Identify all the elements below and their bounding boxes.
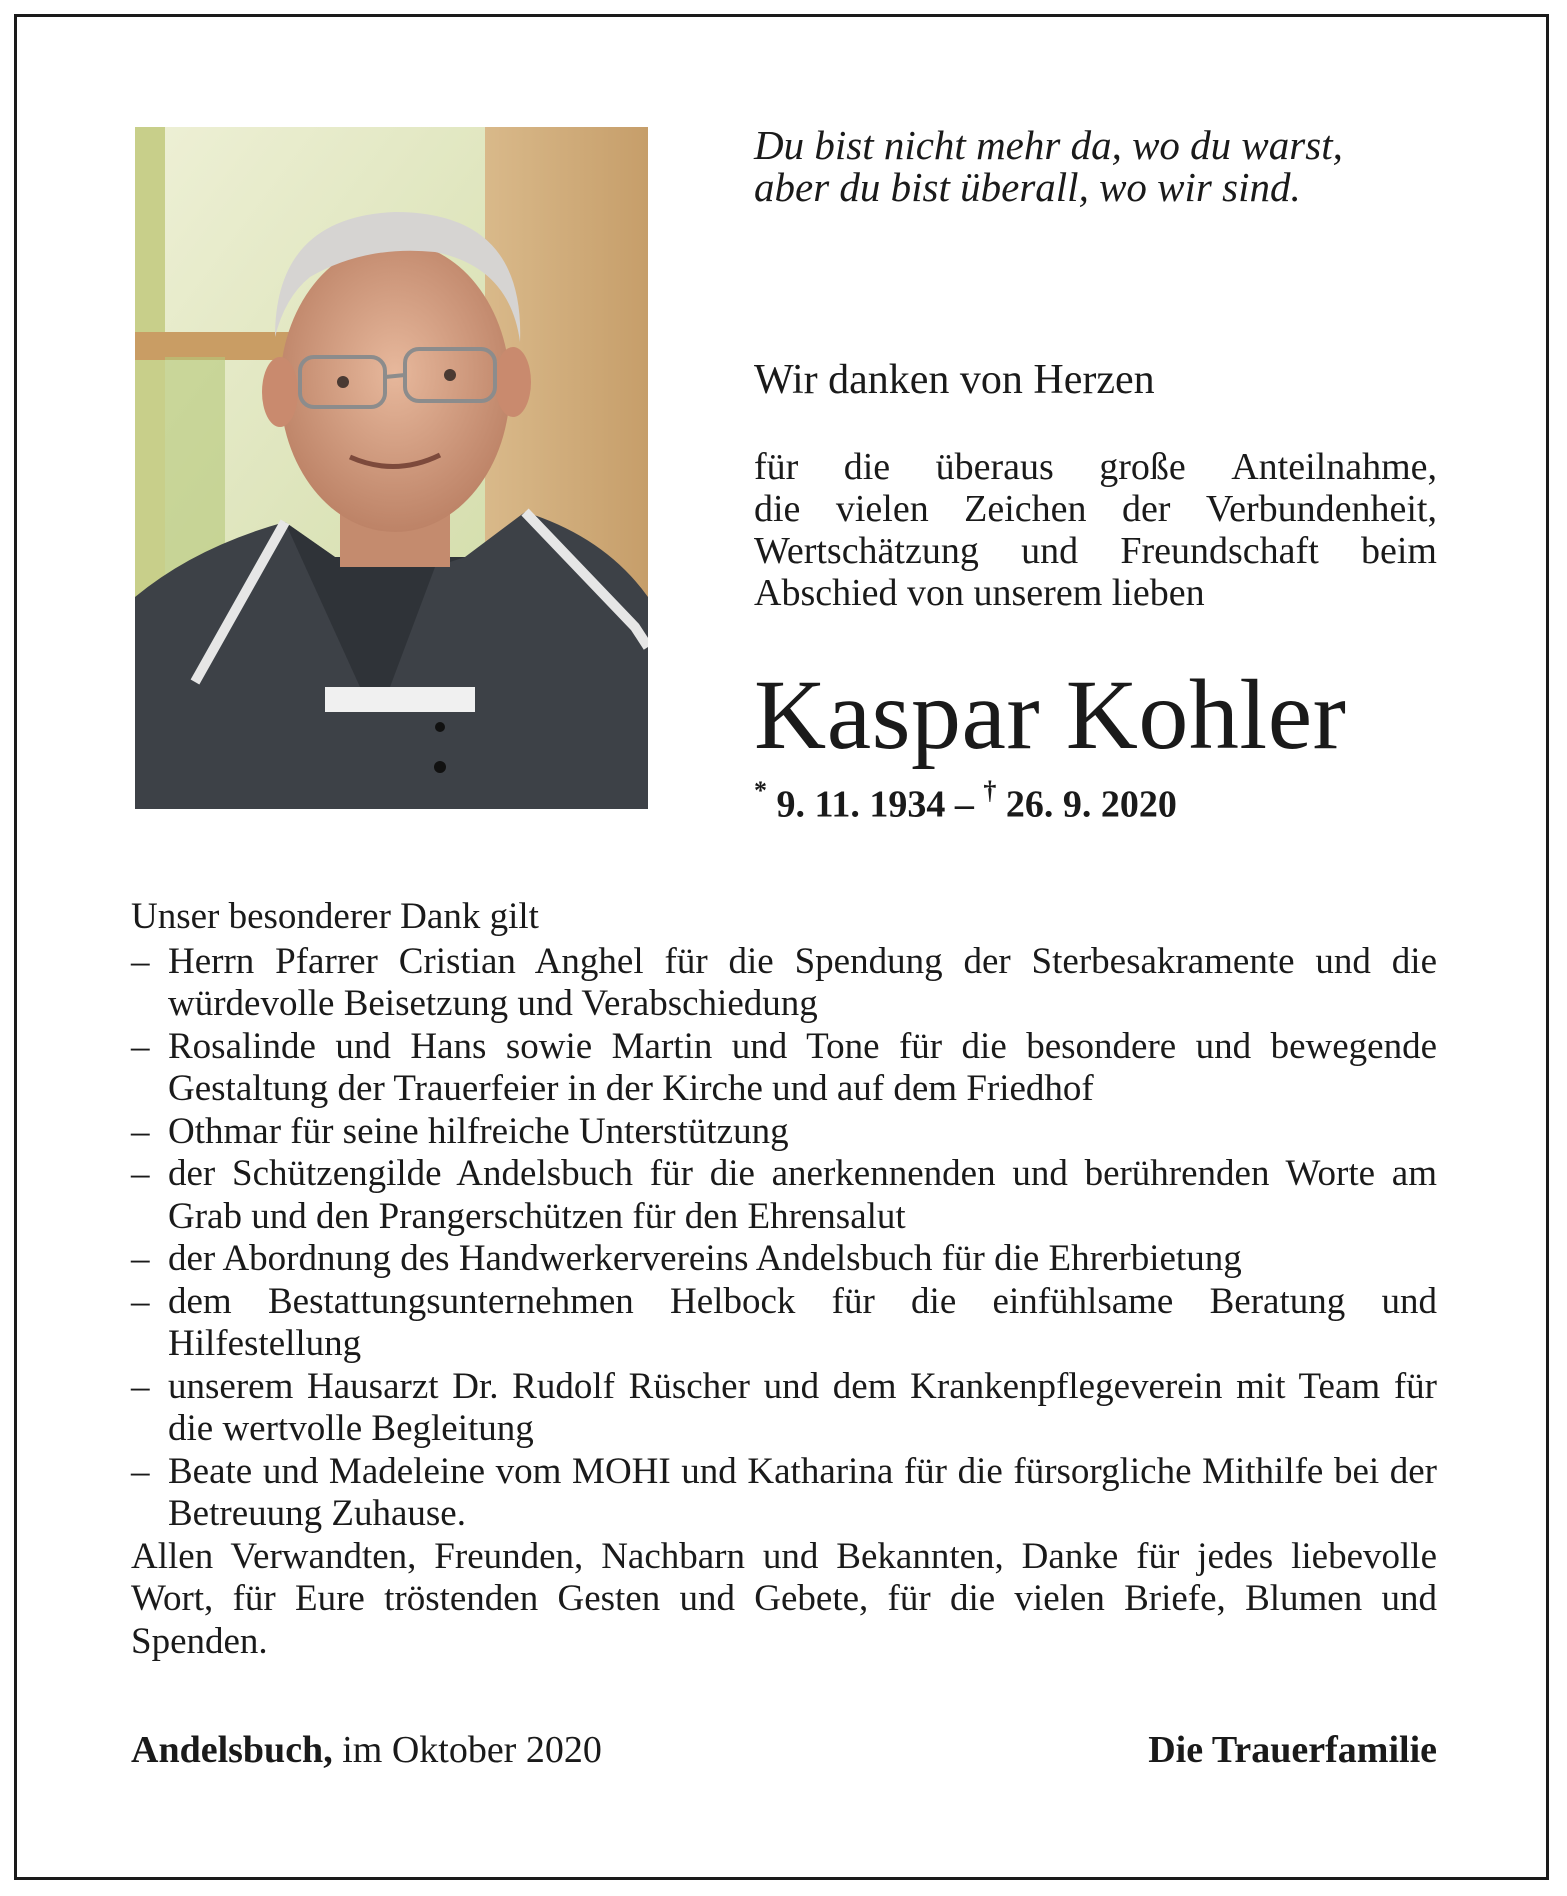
list-dash: –: [131, 1280, 150, 1322]
word: überaus: [935, 446, 1054, 488]
acknowledgement-item: [131, 1153, 1437, 1238]
word: Verbundenheit,: [1205, 488, 1437, 530]
list-dash: –: [131, 1450, 150, 1492]
quote-line: Du bist nicht mehr da, wo du warst,: [754, 122, 1343, 168]
thanks-heading: Wir danken von Herzen: [754, 357, 1155, 403]
list-dash: –: [131, 1238, 150, 1279]
quote-line: aber du bist überall, wo wir sind.: [754, 164, 1301, 210]
acknowledgement-text: der Abordnung des Handwerkervereins Andelsbuch für die Ehrerbietung: [168, 1238, 1242, 1279]
word: die: [754, 488, 801, 530]
portrait-photo: [135, 127, 648, 809]
word: Zeichen: [964, 488, 1087, 530]
life-dates: [754, 776, 1177, 827]
thanks-line: [754, 488, 1437, 530]
birth-symbol: *: [754, 776, 767, 805]
footer-date: im Oktober 2020: [342, 1729, 602, 1771]
list-dash: –: [131, 1110, 150, 1152]
acknowledgement-item: [131, 1026, 1437, 1111]
death-date: 26. 9. 2020: [1005, 783, 1177, 826]
deceased-name: Kaspar Kohler: [754, 659, 1347, 770]
acknowledgement-item: [131, 1238, 1437, 1281]
acknowledgement-text: unserem Hausarzt Dr. Rudolf Rüscher und dem Krankenpflegeverein mit Team für die wertvolle Begleitung: [168, 1365, 1437, 1449]
word: vielen: [835, 488, 929, 530]
word: Wertschätzung: [754, 530, 979, 572]
word: die: [843, 446, 891, 488]
acknowledgement-item: [131, 1366, 1437, 1451]
acknowledgements-intro: Unser besonderer Dank gilt: [131, 896, 539, 937]
acknowledgement-text: Beate und Madeleine vom MOHI und Katharina für die fürsorgliche Mithilfe bei der Betreuung Zuhause.: [168, 1450, 1437, 1534]
acknowledgement-text: dem Bestattungsunternehmen Helbock für die einfühlsame Beratung und Hilfestellung: [168, 1280, 1437, 1364]
word: Freundschaft: [1120, 530, 1319, 572]
date-separator: –: [954, 783, 974, 826]
footer-place: Andelsbuch,: [131, 1729, 333, 1771]
list-dash: –: [131, 1025, 150, 1067]
thanks-paragraph: [754, 446, 1437, 614]
list-dash: –: [131, 1153, 150, 1194]
word: beim: [1361, 530, 1437, 572]
list-dash: –: [131, 1365, 150, 1407]
acknowledgement-item: [131, 941, 1437, 1026]
acknowledgements-list: [131, 941, 1437, 1536]
word: große: [1099, 446, 1186, 488]
acknowledgement-item: [131, 1111, 1437, 1154]
footer-signature: Die Trauerfamilie: [1148, 1729, 1437, 1771]
word: für: [754, 446, 799, 488]
thanks-line: [754, 446, 1437, 488]
list-dash: –: [131, 940, 150, 982]
thanks-line: Abschied von unserem lieben: [754, 572, 1205, 614]
acknowledgements-section: [131, 896, 1437, 1663]
acknowledgement-text: Othmar für seine hilfreiche Unterstützung: [168, 1110, 789, 1152]
thanks-line: [754, 530, 1437, 572]
birth-date: 9. 11. 1934: [776, 783, 946, 826]
death-symbol: †: [983, 776, 997, 805]
footer: [131, 1728, 1437, 1772]
closing-paragraph: Allen Verwandten, Freunden, Nachbarn und Bekannten, Danke für jedes liebevolle Wort, für Eure tröstenden Gesten und Gebete, für die vielen Briefe, Blumen und Spenden.: [131, 1535, 1437, 1662]
memorial-quote: [754, 124, 1454, 208]
acknowledgement-text: Herrn Pfarrer Cristian Anghel für die Spendung der Sterbesakramente und die würdevolle Beisetzung und Verabschiedung: [168, 940, 1437, 1024]
acknowledgement-text: Rosalinde und Hans sowie Martin und Tone für die besondere und bewegende Gestaltung der Trauerfeier in der Kirche und auf dem Friedhof: [168, 1025, 1437, 1109]
acknowledgement-item: [131, 1451, 1437, 1536]
word: der: [1121, 488, 1171, 530]
word: und: [1021, 530, 1079, 572]
word: Anteilnahme,: [1231, 446, 1437, 488]
acknowledgement-item: [131, 1281, 1437, 1366]
acknowledgement-text: der Schützengilde Andelsbuch für die anerkennenden und berührenden Worte am Grab und den Prangerschützen für den Ehrensalut: [168, 1153, 1437, 1237]
